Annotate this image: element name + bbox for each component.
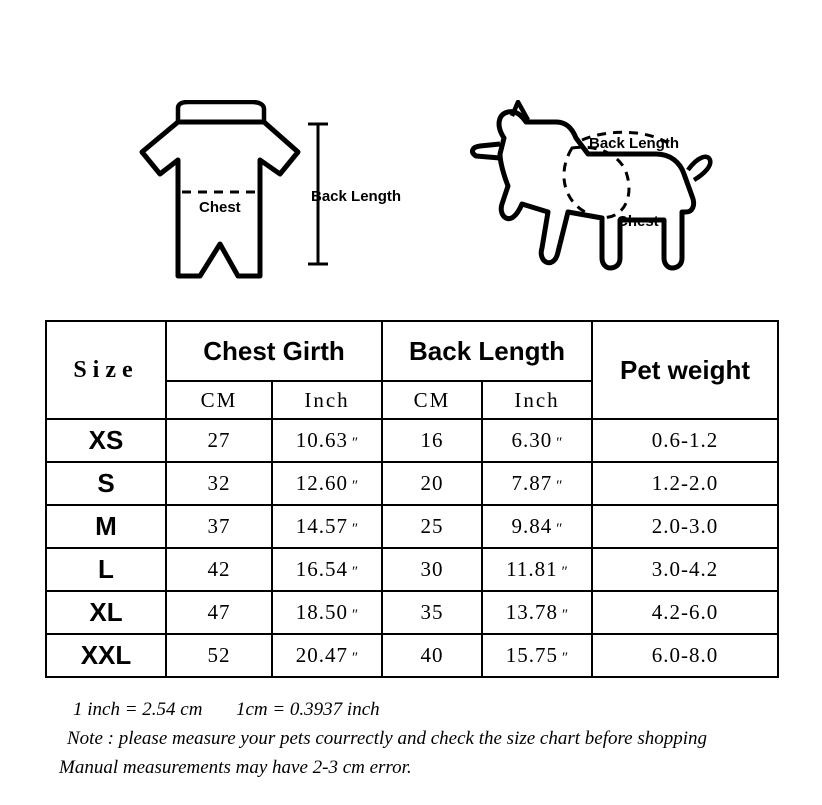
cell-back-cm: 20 bbox=[382, 462, 482, 505]
cell-size: XXL bbox=[46, 634, 166, 677]
inch-mark: ″ bbox=[560, 564, 568, 580]
header-back-length: Back Length bbox=[382, 321, 592, 381]
cell-chest-inch: 20.47 ″ bbox=[272, 634, 382, 677]
conversion-cm: 1cm = 0.3937 inch bbox=[235, 699, 380, 720]
inch-mark: ″ bbox=[555, 521, 563, 537]
size-chart-table bbox=[45, 320, 779, 678]
coat-outline-icon bbox=[120, 100, 340, 290]
conversion-inch: 1 inch = 2.54 cm bbox=[73, 699, 203, 720]
chest-label-right: Chest bbox=[617, 213, 659, 230]
table-row bbox=[46, 419, 778, 462]
note-line-1: Note : please measure your pets courrectly and check the size chart before shopping bbox=[67, 728, 708, 749]
cell-back-inch: 13.78 ″ bbox=[482, 591, 592, 634]
inch-mark: ″ bbox=[351, 521, 359, 537]
cell-weight: 4.2-6.0 bbox=[592, 591, 778, 634]
cell-back-cm: 35 bbox=[382, 591, 482, 634]
cell-chest-cm: 42 bbox=[166, 548, 272, 591]
cell-chest-cm: 27 bbox=[166, 419, 272, 462]
note-line-2: Manual measurements may have 2-3 cm error. bbox=[59, 757, 412, 778]
inch-mark: ″ bbox=[351, 478, 359, 494]
back-length-label-right: Back Length bbox=[589, 135, 680, 152]
cell-chest-inch: 10.63 ″ bbox=[272, 419, 382, 462]
inch-mark: ″ bbox=[555, 435, 563, 451]
table-row bbox=[46, 462, 778, 505]
cell-weight: 1.2-2.0 bbox=[592, 462, 778, 505]
header-pet-weight: Pet weight bbox=[592, 321, 778, 419]
cell-back-cm: 40 bbox=[382, 634, 482, 677]
cell-chest-inch: 18.50 ″ bbox=[272, 591, 382, 634]
cell-back-cm: 25 bbox=[382, 505, 482, 548]
cell-chest-inch: 14.57 ″ bbox=[272, 505, 382, 548]
inch-mark: ″ bbox=[351, 435, 359, 451]
inch-mark: ″ bbox=[555, 478, 563, 494]
cell-chest-cm: 47 bbox=[166, 591, 272, 634]
inch-mark: ″ bbox=[351, 564, 359, 580]
cell-size: M bbox=[46, 505, 166, 548]
inch-mark: ″ bbox=[351, 650, 359, 666]
cell-back-inch: 6.30 ″ bbox=[482, 419, 592, 462]
cell-size: XS bbox=[46, 419, 166, 462]
cell-size: L bbox=[46, 548, 166, 591]
header-chest-girth: Chest Girth bbox=[166, 321, 382, 381]
cell-chest-cm: 32 bbox=[166, 462, 272, 505]
dog-outline-icon bbox=[460, 100, 720, 290]
conversion-note bbox=[73, 695, 805, 724]
inch-mark: ″ bbox=[561, 607, 569, 623]
table-row bbox=[46, 634, 778, 677]
cell-back-inch: 15.75 ″ bbox=[482, 634, 592, 677]
back-length-label-left: Back Length bbox=[311, 188, 402, 205]
chest-label-left: Chest bbox=[199, 199, 241, 216]
cell-weight: 0.6-1.2 bbox=[592, 419, 778, 462]
cell-back-inch: 9.84 ″ bbox=[482, 505, 592, 548]
cell-back-inch: 11.81 ″ bbox=[482, 548, 592, 591]
dog-coat-flat-diagram bbox=[120, 100, 340, 290]
table-row bbox=[46, 505, 778, 548]
diagram-section bbox=[0, 0, 822, 318]
unit-back-cm: CM bbox=[382, 381, 482, 419]
cell-size: S bbox=[46, 462, 166, 505]
cell-size: XL bbox=[46, 591, 166, 634]
dog-side-view-diagram bbox=[460, 100, 720, 290]
unit-chest-inch: Inch bbox=[272, 381, 382, 419]
cell-back-inch: 7.87 ″ bbox=[482, 462, 592, 505]
inch-mark: ″ bbox=[561, 650, 569, 666]
cell-back-cm: 30 bbox=[382, 548, 482, 591]
cell-chest-cm: 52 bbox=[166, 634, 272, 677]
table-row bbox=[46, 591, 778, 634]
cell-chest-cm: 37 bbox=[166, 505, 272, 548]
notes-section bbox=[45, 695, 805, 782]
cell-weight: 2.0-3.0 bbox=[592, 505, 778, 548]
inch-mark: ″ bbox=[351, 607, 359, 623]
table-header-row bbox=[46, 321, 778, 381]
cell-chest-inch: 16.54 ″ bbox=[272, 548, 382, 591]
unit-chest-cm: CM bbox=[166, 381, 272, 419]
table-row bbox=[46, 548, 778, 591]
cell-chest-inch: 12.60 ″ bbox=[272, 462, 382, 505]
cell-weight: 6.0-8.0 bbox=[592, 634, 778, 677]
header-size: Size bbox=[46, 321, 166, 419]
unit-back-inch: Inch bbox=[482, 381, 592, 419]
cell-weight: 3.0-4.2 bbox=[592, 548, 778, 591]
cell-back-cm: 16 bbox=[382, 419, 482, 462]
